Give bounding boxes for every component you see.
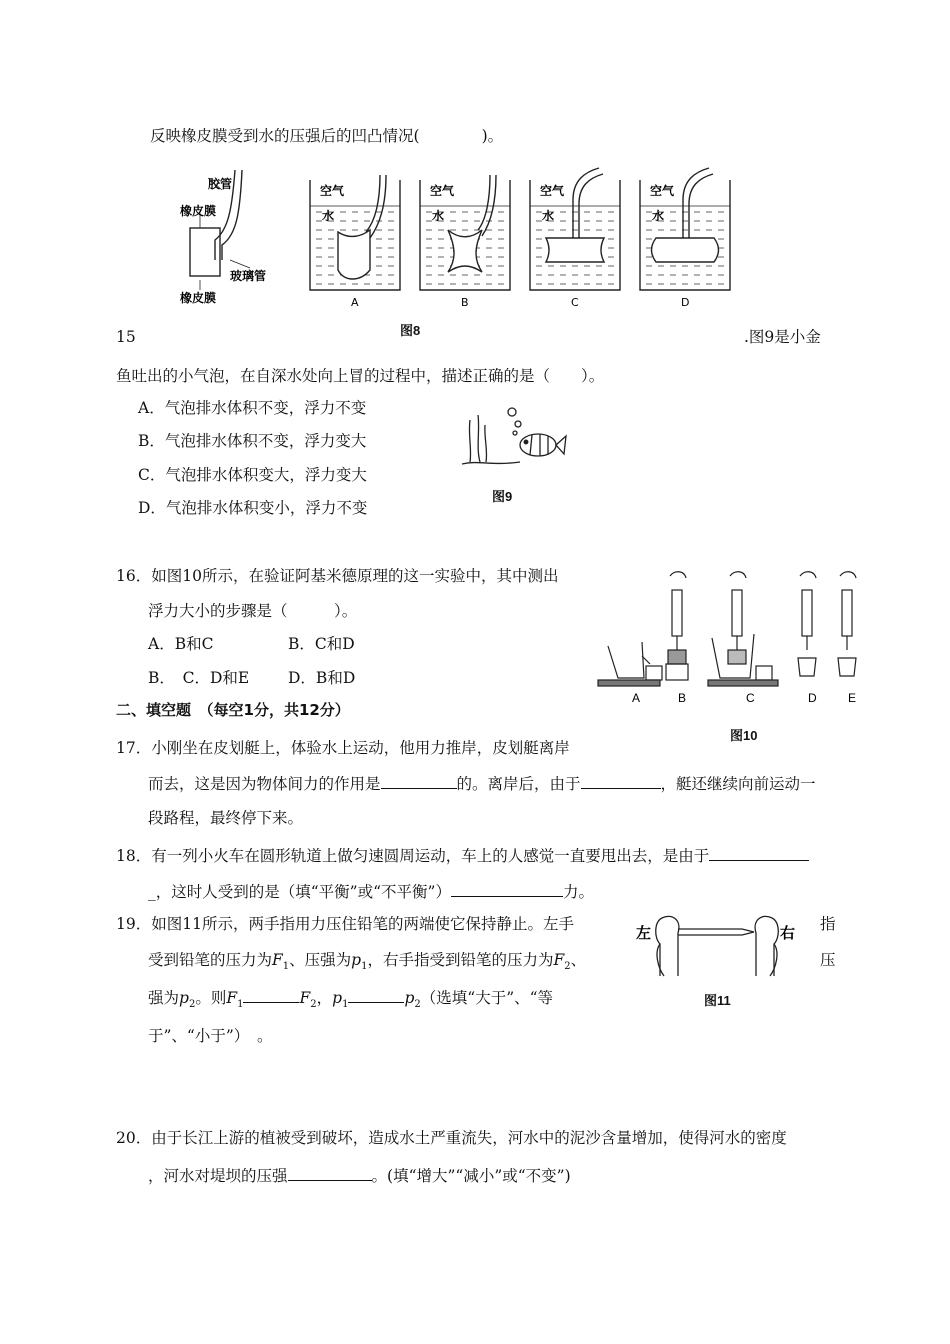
water-label: 水	[542, 209, 555, 223]
spring-scale	[672, 590, 682, 636]
membrane-container	[652, 238, 719, 262]
q16-option-c: B． C．D和E	[148, 669, 250, 687]
object	[668, 650, 686, 664]
spring-scale	[842, 590, 852, 636]
panel-label: B	[461, 296, 469, 309]
air-label: 空气	[540, 184, 565, 198]
spring-scale	[732, 590, 742, 636]
section-title-fill-in: 二、填空题 （每空1分，共12分）	[116, 701, 350, 719]
panel-label: B	[678, 691, 687, 705]
base	[598, 680, 660, 686]
q19-line4: 于”、“小于”） 。	[148, 1027, 273, 1045]
bucket	[756, 666, 772, 680]
q19-line3: 强为$p_2$。则$F_1$ $F_2$，$p_1$ $p_2$（选填“大于”、“等	[148, 986, 553, 1015]
q16-stem-line2: 浮力大小的步骤是（ ）。	[148, 602, 358, 620]
q15-option-b: B．气泡排水体积不变，浮力变大	[138, 432, 367, 450]
q16-option-d: D．B和D	[288, 669, 356, 687]
hand	[840, 572, 856, 578]
svg-text:橡皮膜: 橡皮膜	[180, 204, 217, 218]
q19-line2-tail: 压	[820, 951, 836, 969]
hand	[730, 572, 746, 578]
figure-8	[170, 160, 750, 310]
figure-8-caption: 图8	[400, 323, 421, 338]
base	[708, 680, 778, 686]
svg-text:胶管: 胶管	[208, 177, 233, 191]
water-label: 水	[322, 209, 335, 223]
q16-stem-line1: 16．如图10所示，在验证阿基米德原理的这一实验中，其中测出	[116, 567, 559, 585]
figure-9-caption: 图9	[492, 489, 513, 504]
q20-blank[interactable]	[288, 1164, 372, 1181]
q19-line1-tail: 指	[820, 915, 836, 933]
q19-line1: 19．如图11所示，两手指用力压住铅笔的两端使它保持静止。左手	[116, 915, 574, 933]
q16-option-b: B．C和D	[288, 635, 355, 653]
figure-11-pencil	[632, 908, 802, 983]
bucket	[798, 658, 816, 676]
q16-option-a: A．B和C	[148, 635, 214, 653]
bucket	[838, 658, 856, 676]
q19-blank-1[interactable]	[243, 986, 299, 1003]
q17-line2: 而去，这是因为物体间力的作用是 的。离岸后，由于 ，艇还继续向前运动一	[148, 772, 816, 794]
water-label: 水	[432, 209, 445, 223]
overflow-beaker	[608, 642, 644, 678]
glass-tube	[683, 168, 713, 238]
membrane-container	[448, 230, 482, 272]
figure-10-caption: 图10	[730, 728, 758, 743]
spring-scale	[802, 590, 812, 636]
panel-label: E	[848, 691, 857, 705]
glass-tube	[573, 168, 603, 238]
object	[728, 650, 746, 664]
air-label: 空气	[430, 184, 455, 198]
glass-tube	[366, 175, 386, 238]
panel-label: D	[808, 691, 817, 705]
membrane-container	[338, 230, 370, 279]
glass-tube	[478, 175, 496, 236]
panel-label: C	[571, 296, 579, 309]
hand	[670, 572, 686, 578]
membrane-container	[546, 238, 604, 262]
q17-line3: 段路程，最终停下来。	[148, 809, 304, 827]
q15-option-d: D．气泡排水体积变小，浮力不变	[138, 499, 368, 517]
figure-11-left-label: 左	[636, 924, 652, 942]
q19-line2: 受到铅笔的压力为$F_1$、压强为$p_1$，右手指受到铅笔的压力为$F_2$、	[148, 951, 587, 973]
q17-blank-2[interactable]	[581, 772, 661, 789]
figure-10-archimedes	[596, 568, 886, 713]
q20-line1: 20．由于长江上游的植被受到破坏，造成水土严重流失，河水中的泥沙含量增加，使得河水的密度	[116, 1129, 787, 1147]
panel-label: A	[632, 691, 641, 705]
q18-line1: 18．有一列小火车在圆形轨道上做匀速圆周运动，车上的人感觉一直要甩出去，是由于	[116, 844, 809, 866]
figure-11-caption: 图11	[704, 993, 731, 1008]
panel-label: A	[351, 296, 359, 309]
water-label: 水	[652, 209, 665, 223]
q15-lead: .图9是小金	[744, 328, 821, 346]
q17-line1: 17．小刚坐在皮划艇上，体验水上运动，他用力推岸，皮划艇离岸	[116, 739, 570, 757]
bucket	[646, 666, 662, 680]
q15-option-a: A．气泡排水体积不变，浮力不变	[138, 399, 367, 417]
air-label: 空气	[320, 184, 345, 198]
q18-blank-1[interactable]	[709, 844, 809, 861]
q15-option-c: C．气泡排水体积变大，浮力变大	[138, 466, 367, 484]
q20-line2: ，河水对堤坝的压强 。(填“增大”“减小”或“不变”)	[148, 1164, 571, 1186]
q17-blank-1[interactable]	[381, 772, 457, 789]
q18-line2: _，这时人受到的是（填“平衡”或“不平衡”） 力。	[148, 880, 594, 902]
figure-9-goldfish	[460, 400, 570, 470]
q15-number: 15	[116, 328, 136, 346]
q14-tail: 反映橡皮膜受到水的压强后的凹凸情况( )。	[150, 127, 504, 145]
svg-text:橡皮膜: 橡皮膜	[180, 291, 217, 305]
q19-blank-2[interactable]	[348, 986, 404, 1003]
hand	[800, 572, 816, 578]
panel-label: D	[681, 296, 690, 309]
q15-stem: 鱼吐出的小气泡，在自深水处向上冒的过程中，描述正确的是（ ）。	[116, 367, 605, 385]
q18-blank-2[interactable]	[451, 880, 563, 897]
bucket	[666, 664, 688, 680]
figure-11-right-label: 右	[780, 924, 796, 942]
air-label: 空气	[650, 184, 675, 198]
svg-text:玻璃管: 玻璃管	[230, 269, 267, 283]
panel-label: C	[746, 691, 755, 705]
